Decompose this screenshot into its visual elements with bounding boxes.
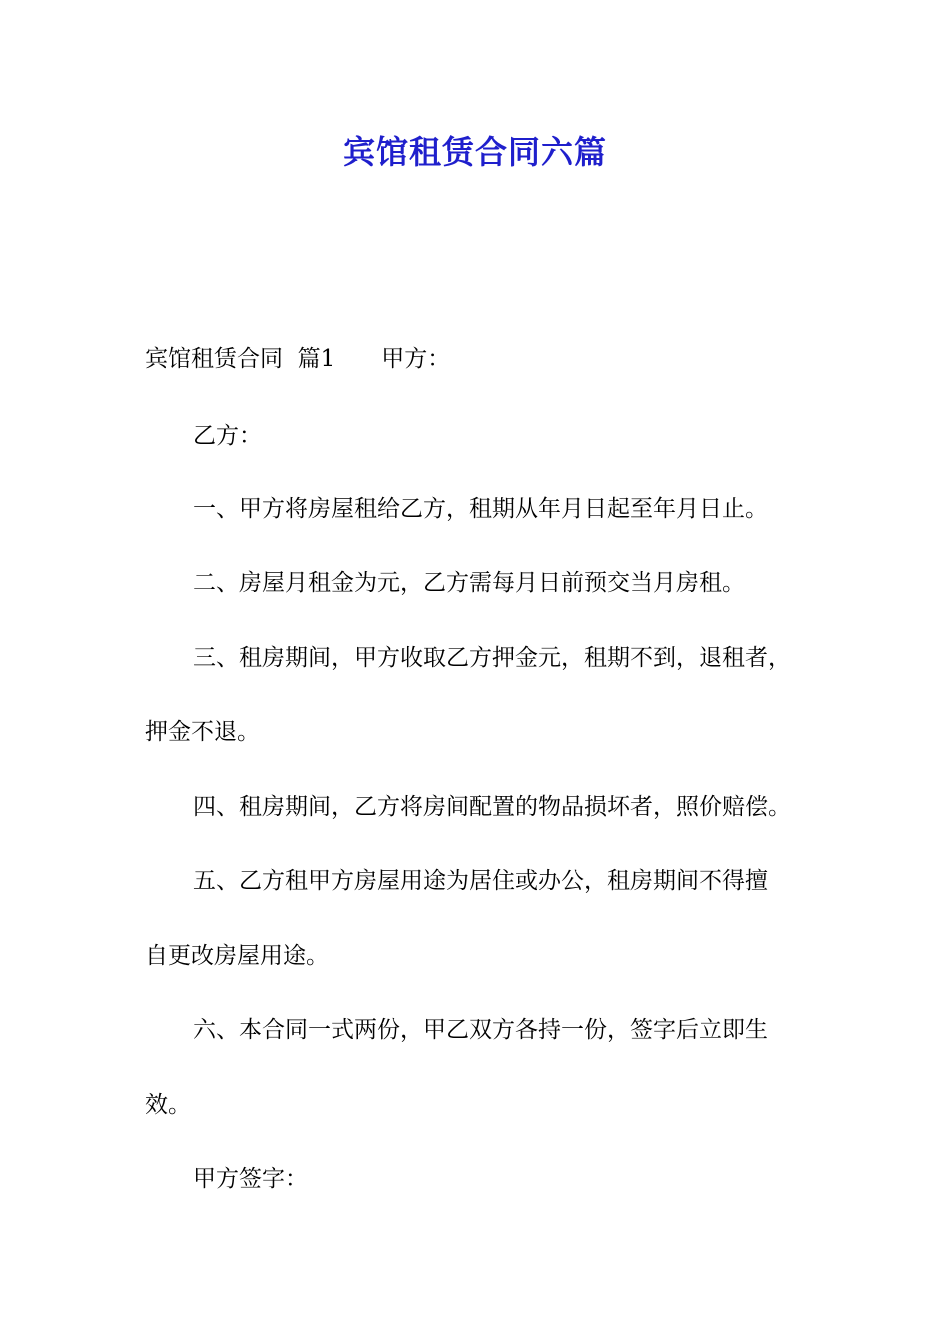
clause-3-line-2: 押金不退。: [145, 719, 260, 745]
section-heading-line: [145, 344, 450, 374]
clause-6-line-2: 效。: [145, 1092, 191, 1118]
clause-3-line-1: 三、租房期间，甲方收取乙方押金元，租期不到，退租者，: [193, 645, 791, 671]
clause-2: 二、房屋月租金为元，乙方需每月日前预交当月房租。: [193, 570, 745, 596]
clause-5-line-1: 五、乙方租甲方房屋用途为居住或办公，租房期间不得擅: [193, 868, 768, 894]
party-a-signature-label: 甲方签字：: [193, 1166, 308, 1192]
document-title: 宾馆租赁合同六篇: [342, 133, 607, 171]
clause-4: 四、租房期间，乙方将房间配置的物品损坏者，照价赔偿。: [193, 794, 791, 820]
clause-6-line-1: 六、本合同一式两份，甲乙双方各持一份，签字后立即生: [193, 1017, 768, 1043]
party-a-label: 甲方：: [381, 346, 451, 372]
clause-1: 一、甲方将房屋租给乙方，租期从年月日起至年月日止。: [193, 496, 768, 522]
party-b-label: 乙方：: [193, 423, 262, 449]
section-heading: 宾馆租赁合同 篇1: [145, 346, 336, 372]
clause-5-line-2: 自更改房屋用途。: [145, 943, 329, 969]
